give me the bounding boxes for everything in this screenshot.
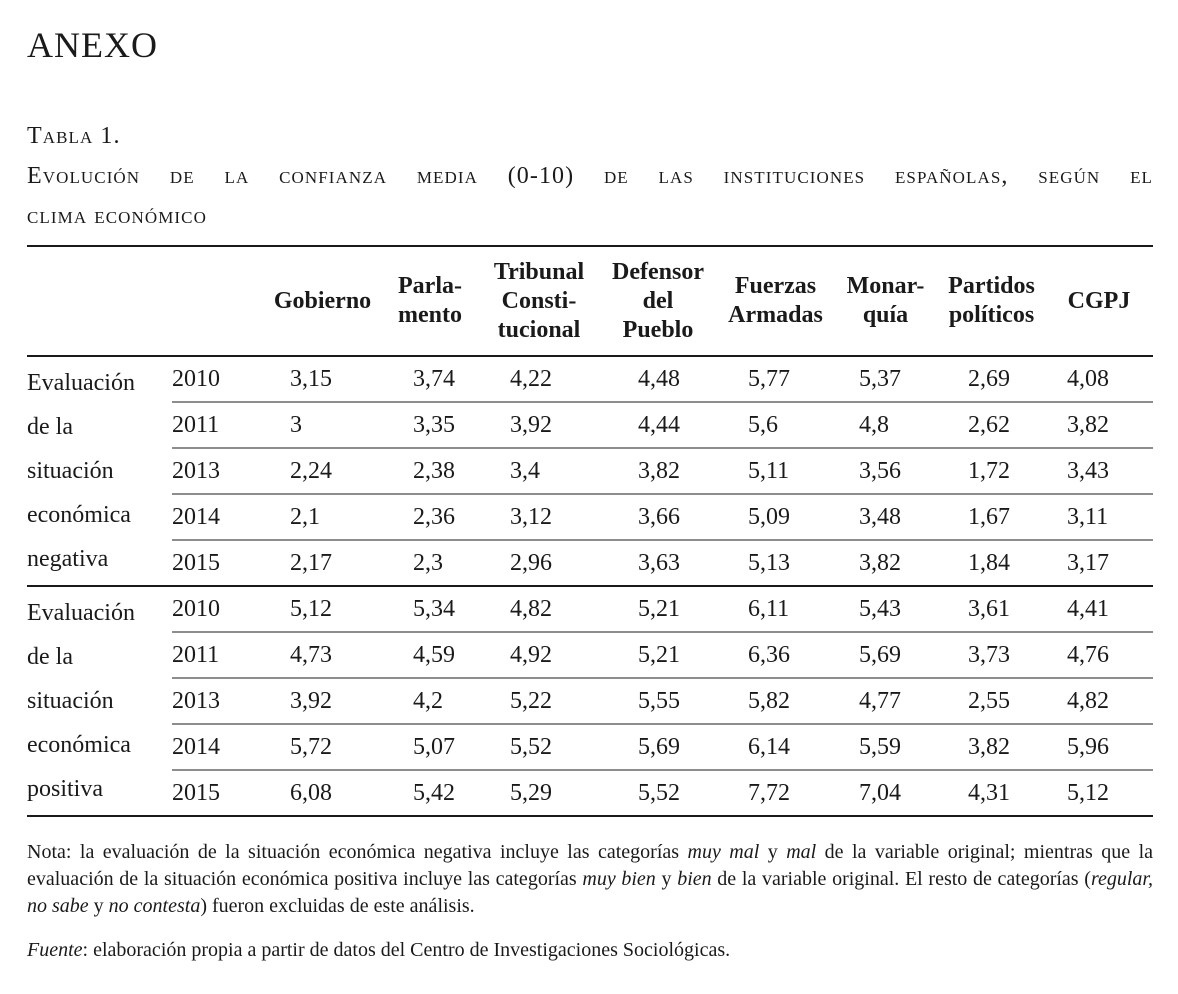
table-row [27, 448, 1153, 494]
value-cell: 4,31 [938, 770, 1045, 816]
value-cell: 2,62 [938, 402, 1045, 448]
col-header-defensor-del-pueblo [598, 246, 718, 356]
value-cell: 5,12 [1045, 770, 1153, 816]
value-cell: 1,84 [938, 540, 1045, 586]
value-cell: 2,96 [480, 540, 598, 586]
year-cell: 2014 [172, 724, 265, 770]
value-cell: 2,24 [265, 448, 380, 494]
year-cell: 2015 [172, 770, 265, 816]
value-cell: 5,42 [380, 770, 480, 816]
year-cell: 2013 [172, 678, 265, 724]
col-header-line: del [642, 287, 674, 314]
source-label: Fuente [27, 939, 83, 961]
table-row [27, 356, 1153, 402]
note-segment-italic: regular, no sabe [27, 868, 1153, 917]
value-cell: 4,22 [480, 356, 598, 402]
note-segment-italic: muy mal [687, 841, 760, 863]
table-title-block [27, 116, 1153, 236]
col-header-line: Gobierno [273, 287, 372, 314]
value-cell: 3,15 [265, 356, 380, 402]
value-cell: 4,48 [598, 356, 718, 402]
value-cell: 3,82 [938, 724, 1045, 770]
value-cell: 3,92 [480, 402, 598, 448]
value-cell: 3,63 [598, 540, 718, 586]
value-cell: 5,21 [598, 586, 718, 632]
annex-heading: ANEXO [27, 25, 158, 65]
value-cell: 2,55 [938, 678, 1045, 724]
value-cell: 5,6 [718, 402, 833, 448]
col-header-line: CGPJ [1067, 287, 1131, 314]
value-cell: 6,08 [265, 770, 380, 816]
year-cell: 2015 [172, 540, 265, 586]
value-cell: 4,76 [1045, 632, 1153, 678]
value-cell: 4,82 [480, 586, 598, 632]
source-text: : elaboración propia a partir de datos del Centro de Investigaciones Sociológicas. [82, 939, 731, 961]
note-segment: y [88, 895, 109, 917]
value-cell: 7,04 [833, 770, 938, 816]
value-cell: 3,73 [938, 632, 1045, 678]
table-row [27, 540, 1153, 586]
col-header-line: Fuerzas [734, 273, 817, 299]
table-row [27, 586, 1153, 632]
source-line [27, 937, 1153, 964]
value-cell: 4,82 [1045, 678, 1153, 724]
table-row [27, 402, 1153, 448]
value-cell: 5,21 [598, 632, 718, 678]
value-cell: 2,17 [265, 540, 380, 586]
table-caption-line1: Evolución de la confianza media (0-10) de las instituciones españolas, según el [27, 163, 1153, 189]
value-cell: 4,59 [380, 632, 480, 678]
value-cell: 4,2 [380, 678, 480, 724]
section-label-line: de la [27, 414, 73, 440]
value-cell: 3,56 [833, 448, 938, 494]
value-cell: 4,41 [1045, 586, 1153, 632]
value-cell: 5,34 [380, 586, 480, 632]
section-label-line: económica [27, 732, 131, 758]
value-cell: 1,67 [938, 494, 1045, 540]
value-cell: 3,17 [1045, 540, 1153, 586]
value-cell: 7,72 [718, 770, 833, 816]
value-cell: 3,11 [1045, 494, 1153, 540]
col-header-line: políticos [948, 302, 1035, 328]
note-segment-italic: muy bien [582, 868, 656, 890]
value-cell: 5,22 [480, 678, 598, 724]
header-row [27, 246, 1153, 356]
year-cell: 2010 [172, 586, 265, 632]
value-cell: 5,29 [480, 770, 598, 816]
col-header-line: Defensor [612, 258, 704, 285]
table-note [27, 839, 1153, 920]
value-cell: 5,11 [718, 448, 833, 494]
note-segment-italic: bien [677, 868, 712, 890]
value-cell: 3,74 [380, 356, 480, 402]
col-header-line: Tribunal [493, 258, 585, 285]
value-cell: 4,92 [480, 632, 598, 678]
note-segment-italic: mal [786, 841, 817, 863]
value-cell: 5,59 [833, 724, 938, 770]
col-header-line: Monar- [846, 273, 925, 299]
value-cell: 4,8 [833, 402, 938, 448]
value-cell: 6,11 [718, 586, 833, 632]
value-cell: 3,12 [480, 494, 598, 540]
year-cell: 2014 [172, 494, 265, 540]
confidence-table [27, 245, 1153, 817]
value-cell: 5,07 [380, 724, 480, 770]
col-header-line: Armadas [728, 302, 823, 328]
col-header-line: mento [398, 302, 462, 328]
section-label-line: Evaluación [27, 370, 135, 396]
value-cell: 2,69 [938, 356, 1045, 402]
note-segment: de la variable original. El resto de categorías ( [711, 868, 1091, 890]
col-header-monarquia [833, 246, 938, 356]
section-label-line: de la [27, 644, 73, 670]
value-cell: 3,82 [1045, 402, 1153, 448]
table-row [27, 770, 1153, 816]
note-segment: y [655, 868, 678, 890]
value-cell: 3,61 [938, 586, 1045, 632]
value-cell: 2,3 [380, 540, 480, 586]
value-cell: 3,66 [598, 494, 718, 540]
value-cell: 5,82 [718, 678, 833, 724]
value-cell: 5,43 [833, 586, 938, 632]
section-label-negativa [27, 356, 172, 586]
year-cell: 2013 [172, 448, 265, 494]
value-cell: 5,37 [833, 356, 938, 402]
value-cell: 3,35 [380, 402, 480, 448]
note-segment-italic: no contesta [108, 895, 201, 917]
section-label-positiva [27, 586, 172, 816]
year-cell: 2011 [172, 402, 265, 448]
value-cell: 3,82 [833, 540, 938, 586]
value-cell: 5,13 [718, 540, 833, 586]
col-header-line: Pueblo [622, 316, 694, 343]
value-cell: 5,77 [718, 356, 833, 402]
value-cell: 5,09 [718, 494, 833, 540]
value-cell: 5,52 [480, 724, 598, 770]
section-label-line: Evaluación [27, 600, 135, 626]
table-label: Tabla 1. [27, 123, 121, 149]
col-header-line: Parla- [398, 273, 462, 299]
table-row [27, 678, 1153, 724]
section-label-line: positiva [27, 776, 103, 802]
col-header-tribunal-constitucional [480, 246, 598, 356]
col-header-line: Consti- [501, 287, 577, 314]
col-header-cgpj [1045, 246, 1153, 356]
value-cell: 3,43 [1045, 448, 1153, 494]
note-segment: ) fueron excluidas de este análisis. [200, 895, 475, 917]
value-cell: 4,44 [598, 402, 718, 448]
value-cell: 3,82 [598, 448, 718, 494]
value-cell: 4,73 [265, 632, 380, 678]
col-header-line: tucional [497, 316, 581, 343]
table-row [27, 494, 1153, 540]
value-cell: 3,92 [265, 678, 380, 724]
col-header-line: Partidos [948, 273, 1035, 299]
section-label-line: económica [27, 502, 131, 528]
value-cell: 5,72 [265, 724, 380, 770]
value-cell: 3,48 [833, 494, 938, 540]
value-cell: 5,12 [265, 586, 380, 632]
header-empty-cell [27, 246, 265, 356]
col-header-line: quía [862, 302, 909, 328]
value-cell: 5,69 [833, 632, 938, 678]
col-header-fuerzas-armadas [718, 246, 833, 356]
col-header-partidos-politicos [938, 246, 1045, 356]
value-cell: 5,96 [1045, 724, 1153, 770]
note-segment: de la variable original; mientras que la evaluación de la situación económica positiva incluye las categorías [27, 841, 1154, 890]
table-caption-line2: clima económico [27, 203, 207, 229]
section-label-line: situación [27, 458, 114, 484]
value-cell: 6,36 [718, 632, 833, 678]
value-cell: 2,38 [380, 448, 480, 494]
col-header-parlamento [380, 246, 480, 356]
col-header-gobierno [265, 246, 380, 356]
value-cell: 5,69 [598, 724, 718, 770]
note-segment: Nota: la evaluación de la situación económica negativa incluye las categorías [27, 841, 688, 863]
value-cell: 5,52 [598, 770, 718, 816]
section-label-line: situación [27, 688, 114, 714]
note-segment: y [759, 841, 787, 863]
table-row [27, 724, 1153, 770]
value-cell: 2,36 [380, 494, 480, 540]
value-cell: 3,4 [480, 448, 598, 494]
value-cell: 3 [265, 402, 380, 448]
year-cell: 2010 [172, 356, 265, 402]
value-cell: 6,14 [718, 724, 833, 770]
section-label-line: negativa [27, 546, 109, 572]
value-cell: 4,77 [833, 678, 938, 724]
value-cell: 5,55 [598, 678, 718, 724]
year-cell: 2011 [172, 632, 265, 678]
value-cell: 1,72 [938, 448, 1045, 494]
value-cell: 2,1 [265, 494, 380, 540]
table-row [27, 632, 1153, 678]
value-cell: 4,08 [1045, 356, 1153, 402]
